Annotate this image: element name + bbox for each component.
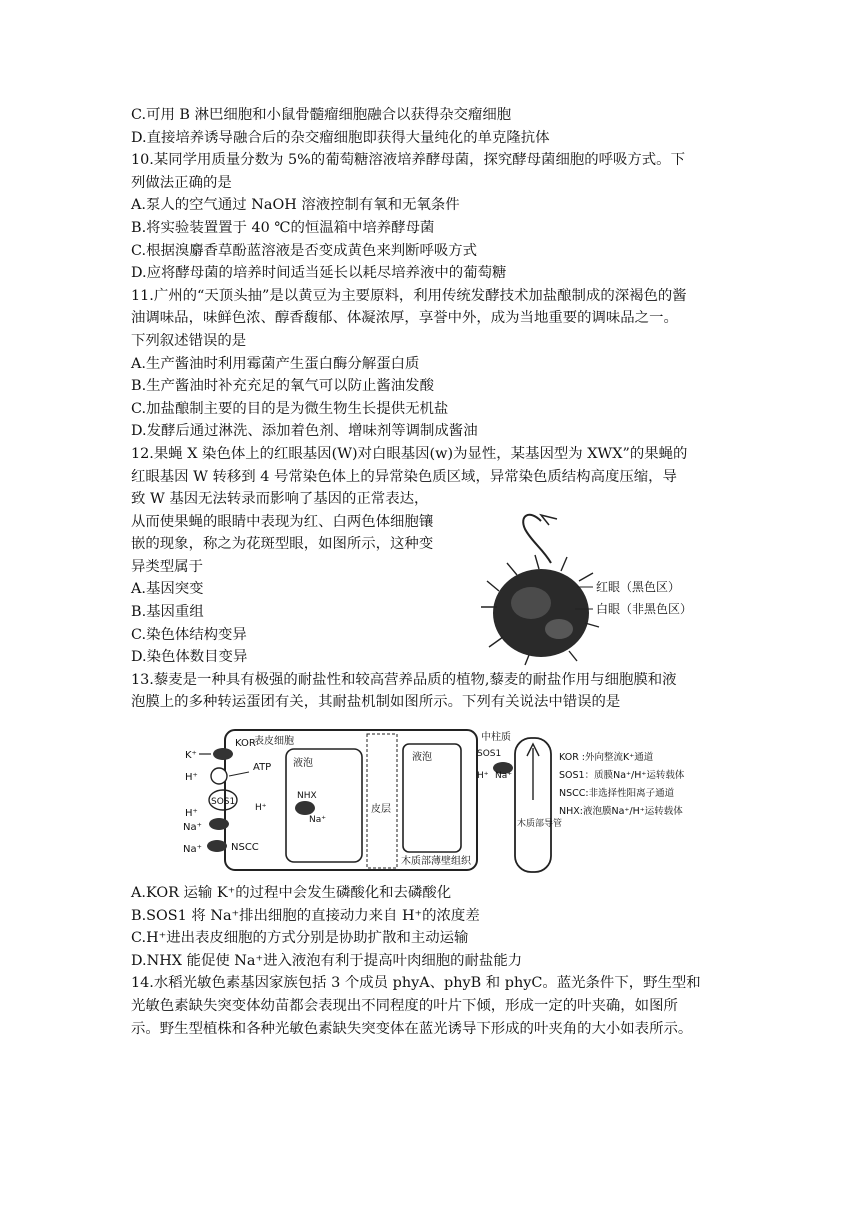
nhx-label: NHX	[297, 791, 317, 802]
legend-nhx: NHX:液泡膜Na⁺/H⁺运转载体	[559, 806, 683, 818]
vacuole-right-label: 液泡	[412, 752, 432, 764]
q11-option-a: A.生产酱油时利用霉菌产生蛋白酶分解蛋白质	[131, 355, 420, 372]
q11-option-d: D.发酵后通过淋洗、添加着色剂、增味剂等调制成酱油	[131, 423, 478, 440]
q13-option-c: C.H⁺进出表皮细胞的方式分别是协助扩散和主动运输	[131, 930, 469, 947]
q12-option-c: C.染色体结构变异	[131, 626, 247, 643]
h-pump-icon	[211, 768, 227, 784]
epidermal-cell-label: 表皮细胞	[254, 736, 294, 748]
kor-channel-icon	[213, 748, 233, 760]
na-ion-label-4: Na⁺	[495, 771, 512, 782]
q13-option-b: B.SOS1 将 Na⁺排出细胞的直接动力来自 H⁺的浓度差	[131, 907, 480, 924]
q13-stem-line2: 泡膜上的多种转运蛋团有关，其耐盐机制如图所示。下列有关说法中错误的是	[131, 694, 621, 711]
fruit-fly-eye-figure	[469, 511, 731, 666]
cortex-region	[367, 734, 397, 868]
q10-stem-line1: 10.某同学用质量分数为 5%的葡萄糖溶液培养酵母菌，探究酵母菌细胞的呼吸方式。下	[131, 152, 685, 169]
eye-highlight	[511, 587, 551, 619]
eye-white-patch	[545, 619, 573, 639]
q12-stem-line6: 异类型属于	[131, 558, 203, 575]
na-ion-label-2: Na⁺	[183, 844, 202, 856]
legend-nscc: NSCC:非选择性阳离子通道	[559, 788, 675, 800]
eye-drawing	[469, 511, 731, 666]
h-ion-label-1: H⁺	[185, 772, 198, 784]
q13-stem-line1: 13.藜麦是一种具有极强的耐盐性和较高营养品质的植物,藜麦的耐盐作用与细胞膜和液	[131, 671, 677, 688]
atp-label: ATP	[253, 762, 272, 774]
xylem-parenchyma-label: 木质部薄壁组织	[401, 856, 471, 868]
q10-option-d: D.应将酵母菌的培养时间适当延长以耗尽培养液中的葡萄糖	[131, 265, 507, 282]
q14-stem-line2: 光敏色素缺失突变体幼苗都会表现出不同程度的叶片下倾，形成一定的叶夹确，如图所	[131, 998, 678, 1014]
cortex-label: 皮层	[371, 804, 391, 816]
document-page	[131, 104, 743, 1040]
q11-stem-line3: 下列叙述错误的是	[131, 332, 247, 349]
q13-option-d: D.NHX 能促使 Na⁺进入液泡有利于提高叶肉细胞的耐盐能力	[131, 952, 523, 969]
q12-stem-line1: 12.果蝇 X 染色体上的红眼基因(W)对白眼基因(w)为显性，某基因型为 XWX”的果蝇的	[131, 445, 688, 462]
h-ion-label-3: H⁺	[185, 808, 198, 820]
q14-stem-line1: 14.水稻光敏色素基因家族包括 3 个成员 phyA、phyB 和 phyC。蓝光条件下，野生型和	[131, 975, 701, 992]
q12-option-a: A.基因突变	[131, 581, 204, 598]
q12-stem-line3: 致 W 基因无法转录而影响了基因的正常表达，	[131, 491, 429, 508]
legend-sos1: SOS1：质膜Na⁺/H⁺运转载体	[559, 770, 685, 782]
white-eye-label: 白眼（非黑色区）	[596, 601, 693, 616]
xylem-vessel-label: 木质部导管	[517, 819, 563, 830]
antenna-tip	[541, 515, 557, 525]
q10-stem-line2: 列做法正确的是	[131, 174, 232, 191]
epidermal-cell-outline	[225, 730, 477, 870]
q14-stem-line3: 示。野生型植株和各种光敏色素缺失突变体在蓝光诱导下形成的叶夹角的大小如表所示。	[131, 1020, 693, 1037]
sos1-right-label: SOS1	[477, 749, 502, 760]
h-ion-label-4: H⁺	[477, 771, 489, 782]
na-ion-label-3: Na⁺	[309, 815, 326, 826]
q9-option-c: C.可用 B 淋巴细胞和小鼠骨髓瘤细胞融合以获得杂交瘤细胞	[131, 107, 512, 123]
cell-diagram	[131, 714, 743, 882]
q10-option-b: B.将实验装置置于 40 ℃的恒温箱中培养酵母菌	[131, 219, 435, 236]
q10-option-c: C.根据溴麝香草酚蓝溶液是否变成黄色来判断呼吸方式	[131, 242, 478, 259]
q12-stem-line2: 红眼基因 W 转移到 4 号常染色体上的异常染色质区域，异常染色质结构高度压缩，导	[131, 468, 677, 485]
na-transporter-icon	[209, 818, 229, 830]
q11-stem-line1: 11.广州的“天顶头抽”是以黄豆为主要原料，利用传统发酵技术加盐酿制成的深褐色的酱	[131, 287, 687, 304]
nhx-transporter-icon	[295, 801, 315, 815]
q11-option-c: C.加盐酿制主要的目的是为微生物生长提供无机盐	[131, 400, 449, 417]
red-eye-label: 红眼（黑色区）	[596, 579, 681, 594]
q12-left-column	[131, 511, 469, 669]
q12-stem-line4: 从而使果蝇的眼睛中表现为红、白两色体细胞镶	[131, 513, 434, 530]
nscc-channel-icon	[207, 840, 227, 852]
q12-option-b: B.基因重组	[131, 604, 204, 621]
h-ion-label-2: H⁺	[255, 803, 267, 814]
nscc-label: NSCC	[231, 842, 259, 854]
legend-kor: KOR :外向整流K⁺通道	[559, 752, 654, 764]
q10-option-a: A.泵人的空气通过 NaOH 溶液控制有氧和无氧条件	[131, 197, 460, 214]
kor-label: KOR	[235, 738, 256, 750]
salt-tolerance-figure	[131, 714, 743, 882]
q11-option-b: B.生产酱油时补充充足的氧气可以防止酱油发酸	[131, 378, 434, 395]
q12-stem-line5: 嵌的现象，称之为花斑型眼，如图所示，这种变	[131, 536, 434, 553]
sos1-left-label: SOS1	[211, 797, 236, 808]
na-ion-label-1: Na⁺	[183, 822, 202, 834]
vacuole-left-label: 液泡	[293, 758, 313, 770]
q13-option-a: A.KOR 运输 K⁺的过程中会发生磷酸化和去磷酸化	[131, 885, 452, 902]
stele-label: 中柱质	[481, 732, 511, 744]
q12-row	[131, 511, 743, 669]
atp-arrow	[229, 772, 249, 776]
q11-stem-line2: 油调味品，味鲜色浓、醇香馥郁、体凝浓厚，享誉中外，成为当地重要的调味品之一。	[131, 310, 678, 327]
k-ion-label: K⁺	[185, 750, 197, 762]
q9-option-d: D.直接培养诱导融合后的杂交瘤细胞即获得大量纯化的单克隆抗体	[131, 129, 550, 146]
q12-option-d: D.染色体数目变异	[131, 649, 248, 666]
